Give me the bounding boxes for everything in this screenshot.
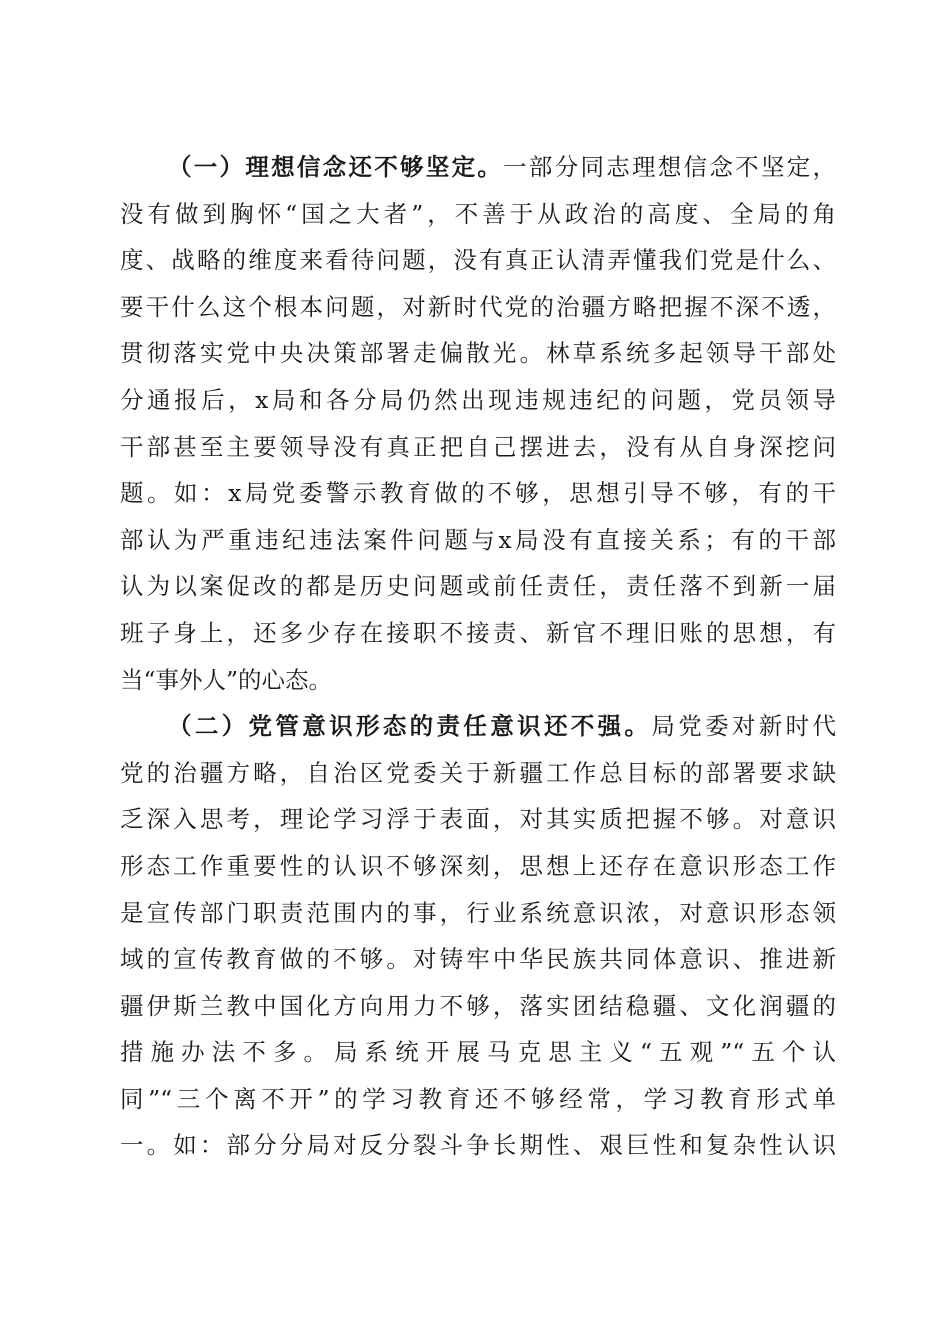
paragraph-1-line-12: 当“事外人”的心态。 [120,665,333,694]
paragraph-1-text: 一部分同志理想信念不坚定， [503,153,837,181]
paragraph-1-heading: （一）理想信念还不够坚定。 [168,153,504,181]
paragraph-1-line-3: 度、战略的维度来看待问题，没有真正认清弄懂我们党是什么、 [120,246,836,275]
paragraph-2-line-9: 同”“三个离不开”的学习教育还不够经常，学习教育形式单 [120,1084,836,1113]
paragraph-1-line-7: 干部甚至主要领导没有真正把自己摆进去，没有从自身深挖问 [120,432,836,461]
paragraph-2-line-4: 形态工作重要性的认识不够深刻，思想上还存在意识形态工作 [120,851,836,880]
document-body [120,144,836,1169]
paragraph-1-line-10: 认为以案促改的都是历史问题或前任责任，责任落不到新一届 [120,572,836,601]
paragraph-1-line-4: 要干什么这个根本问题，对新时代党的治疆方略把握不深不透， [120,292,836,321]
paragraph-1-line-8: 题。如：x局党委警示教育做的不够，思想引导不够，有的干 [120,479,836,508]
paragraph-2-line-6: 域的宣传教育做的不够。对铸牢中华民族共同体意识、推进新 [120,945,836,974]
paragraph-2-line-10: 一。如：部分分局对反分裂斗争长期性、艰巨性和复杂性认识 [120,1131,836,1160]
paragraph-2-text: 局党委对新时代 [651,712,836,741]
paragraph-2-line-3: 乏深入思考，理论学习浮于表面，对其实质把握不够。对意识 [120,805,836,834]
paragraph-1-line-11: 班子身上，还多少存在接职不接责、新官不理旧账的思想，有 [120,618,836,647]
paragraph-1-line-1 [120,144,836,191]
paragraph-1-line-6: 分通报后，x局和各分局仍然出现违规违纪的问题，党员领导 [120,385,836,414]
paragraph-2-line-7: 疆伊斯兰教中国化方向用力不够，落实团结稳疆、文化润疆的 [120,991,836,1020]
paragraph-2-heading: （二）党管意识形态的责任意识还不强。 [168,712,652,741]
paragraph-2-line-5: 是宣传部门职责范围内的事，行业系统意识浓，对意识形态领 [120,898,836,927]
paragraph-1-line-2: 没有做到胸怀“国之大者”，不善于从政治的高度、全局的角 [120,199,836,228]
paragraph-2-line-2: 党的治疆方略，自治区党委关于新疆工作总目标的部署要求缺 [120,758,836,787]
paragraph-1-line-9: 部认为严重违纪违法案件问题与x局没有直接关系；有的干部 [120,525,836,554]
paragraph-2-line-8: 措施办法不多。局系统开展马克思主义“五观”“五个认 [120,1038,836,1067]
paragraph-1-line-5: 贯彻落实党中央决策部署走偏散光。林草系统多起领导干部处 [120,339,836,368]
paragraph-2-line-1 [120,703,836,750]
